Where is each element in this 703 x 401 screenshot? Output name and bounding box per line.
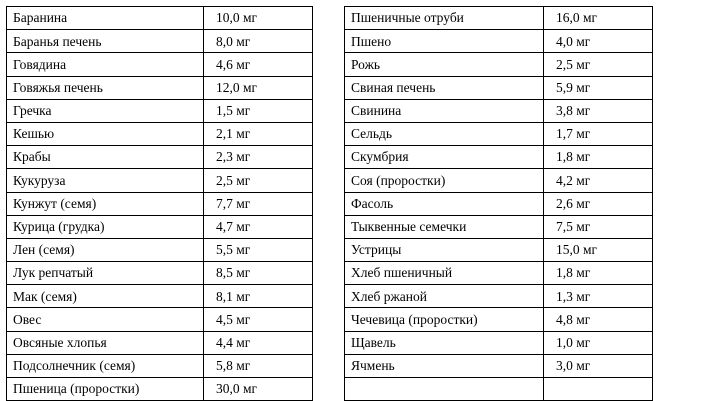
food-value-cell: 1,8 мг xyxy=(544,146,653,169)
table-row xyxy=(7,331,313,354)
food-name-cell: Хлеб ржаной xyxy=(345,285,544,308)
table-row xyxy=(7,262,313,285)
table-row xyxy=(7,215,313,238)
food-name-cell: Баранина xyxy=(7,7,204,30)
table-row xyxy=(7,192,313,215)
food-name-cell: Курица (грудка) xyxy=(7,215,204,238)
table-row xyxy=(345,238,653,261)
food-value-cell: 4,4 мг xyxy=(204,331,313,354)
table-row xyxy=(7,146,313,169)
left-table-column xyxy=(6,6,313,401)
food-name-cell: Щавель xyxy=(345,331,544,354)
food-name-cell: Кукуруза xyxy=(7,169,204,192)
table-row xyxy=(7,238,313,261)
food-name-cell: Пшеничные отруби xyxy=(345,7,544,30)
table-row xyxy=(345,308,653,331)
food-name-cell: Сельдь xyxy=(345,122,544,145)
food-value-cell xyxy=(544,378,653,401)
table-row xyxy=(345,285,653,308)
table-row xyxy=(7,53,313,76)
table-row xyxy=(7,354,313,377)
food-value-cell: 8,5 мг xyxy=(204,262,313,285)
food-value-cell: 4,7 мг xyxy=(204,215,313,238)
food-value-cell: 1,7 мг xyxy=(544,122,653,145)
food-value-cell: 1,5 мг xyxy=(204,99,313,122)
food-value-cell: 1,0 мг xyxy=(544,331,653,354)
table-row xyxy=(7,378,313,401)
food-name-cell xyxy=(345,378,544,401)
food-name-cell: Говядина xyxy=(7,53,204,76)
food-value-cell: 3,0 мг xyxy=(544,354,653,377)
food-name-cell: Кунжут (семя) xyxy=(7,192,204,215)
food-name-cell: Гречка xyxy=(7,99,204,122)
food-name-cell: Подсолнечник (семя) xyxy=(7,354,204,377)
food-value-cell: 12,0 мг xyxy=(204,76,313,99)
table-row xyxy=(7,169,313,192)
food-value-cell: 8,0 мг xyxy=(204,30,313,53)
food-name-cell: Ячмень xyxy=(345,354,544,377)
food-value-cell: 30,0 мг xyxy=(204,378,313,401)
food-name-cell: Устрицы xyxy=(345,238,544,261)
food-value-cell: 1,8 мг xyxy=(544,262,653,285)
food-value-cell: 1,3 мг xyxy=(544,285,653,308)
table-row xyxy=(7,308,313,331)
food-name-cell: Рожь xyxy=(345,53,544,76)
food-name-cell: Овсяные хлопья xyxy=(7,331,204,354)
table-row xyxy=(345,122,653,145)
food-name-cell: Мак (семя) xyxy=(7,285,204,308)
food-name-cell: Скумбрия xyxy=(345,146,544,169)
food-value-cell: 15,0 мг xyxy=(544,238,653,261)
table-row xyxy=(7,76,313,99)
food-name-cell: Кешью xyxy=(7,122,204,145)
table-row xyxy=(345,354,653,377)
table-row xyxy=(345,192,653,215)
nutrient-table-right xyxy=(344,6,653,401)
food-name-cell: Хлеб пшеничный xyxy=(345,262,544,285)
food-value-cell: 5,5 мг xyxy=(204,238,313,261)
nutrient-table-left xyxy=(6,6,313,401)
food-value-cell: 4,8 мг xyxy=(544,308,653,331)
food-value-cell: 7,7 мг xyxy=(204,192,313,215)
table-body-left xyxy=(7,7,313,401)
table-row xyxy=(7,7,313,30)
table-row xyxy=(345,99,653,122)
food-value-cell: 10,0 мг xyxy=(204,7,313,30)
table-row xyxy=(345,169,653,192)
food-name-cell: Фасоль xyxy=(345,192,544,215)
table-row xyxy=(7,122,313,145)
food-value-cell: 4,5 мг xyxy=(204,308,313,331)
food-value-cell: 2,6 мг xyxy=(544,192,653,215)
right-table-column xyxy=(344,6,653,401)
food-value-cell: 8,1 мг xyxy=(204,285,313,308)
food-name-cell: Пшено xyxy=(345,30,544,53)
table-row xyxy=(345,146,653,169)
food-name-cell: Лук репчатый xyxy=(7,262,204,285)
table-row xyxy=(345,76,653,99)
food-value-cell: 4,6 мг xyxy=(204,53,313,76)
food-name-cell: Пшеница (проростки) xyxy=(7,378,204,401)
food-name-cell: Лен (семя) xyxy=(7,238,204,261)
food-value-cell: 7,5 мг xyxy=(544,215,653,238)
food-name-cell: Говяжья печень xyxy=(7,76,204,99)
food-name-cell: Крабы xyxy=(7,146,204,169)
food-value-cell: 4,2 мг xyxy=(544,169,653,192)
table-row xyxy=(345,215,653,238)
food-name-cell: Тыквенные семечки xyxy=(345,215,544,238)
food-value-cell: 16,0 мг xyxy=(544,7,653,30)
table-row xyxy=(7,30,313,53)
table-row xyxy=(345,30,653,53)
food-value-cell: 4,0 мг xyxy=(544,30,653,53)
food-name-cell: Баранья печень xyxy=(7,30,204,53)
food-value-cell: 2,5 мг xyxy=(544,53,653,76)
table-row xyxy=(345,53,653,76)
table-row xyxy=(7,285,313,308)
table-row xyxy=(345,331,653,354)
table-row xyxy=(345,378,653,401)
food-value-cell: 5,8 мг xyxy=(204,354,313,377)
food-name-cell: Соя (проростки) xyxy=(345,169,544,192)
food-name-cell: Свинина xyxy=(345,99,544,122)
table-row xyxy=(345,262,653,285)
food-name-cell: Свиная печень xyxy=(345,76,544,99)
food-name-cell: Овес xyxy=(7,308,204,331)
table-body-right xyxy=(345,7,653,401)
food-value-cell: 2,3 мг xyxy=(204,146,313,169)
food-value-cell: 2,1 мг xyxy=(204,122,313,145)
food-name-cell: Чечевица (проростки) xyxy=(345,308,544,331)
table-row xyxy=(345,7,653,30)
table-row xyxy=(7,99,313,122)
food-value-cell: 5,9 мг xyxy=(544,76,653,99)
food-value-cell: 2,5 мг xyxy=(204,169,313,192)
food-value-cell: 3,8 мг xyxy=(544,99,653,122)
